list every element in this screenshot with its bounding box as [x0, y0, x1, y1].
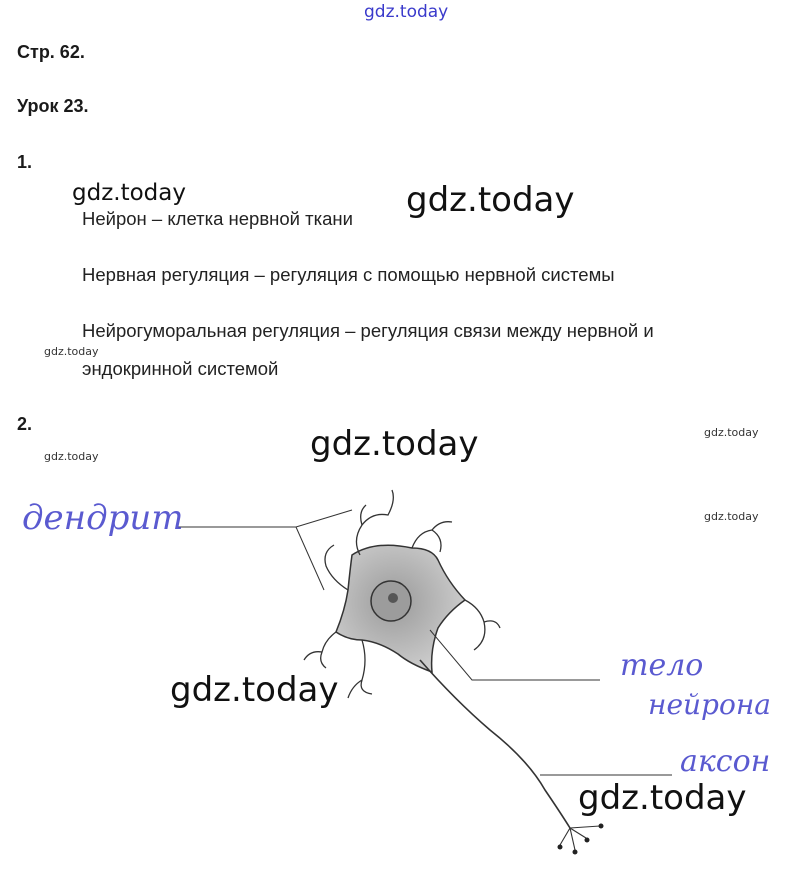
- dendrite: [325, 545, 348, 590]
- dendrite: [361, 640, 372, 694]
- definition-neurohumoral-regulation-line1: Нейрогуморальная регуляция – регуляция связи между нервной и: [82, 320, 654, 341]
- dendrite: [484, 621, 500, 628]
- cell-body-leader-line: [430, 630, 600, 680]
- nucleolus: [388, 593, 398, 603]
- lesson-title: Урок 23.: [17, 96, 89, 116]
- watermark: gdz.today: [406, 180, 575, 220]
- axon: [420, 660, 570, 828]
- definition-neuron: Нейрон – клетка нервной ткани: [82, 208, 353, 229]
- dendrite: [465, 600, 485, 650]
- task-1-number: 1.: [17, 152, 33, 172]
- dendrite: [304, 652, 322, 660]
- watermark: gdz.today: [44, 345, 99, 358]
- label-cell-body-line2: нейрона: [648, 688, 771, 721]
- dendrite: [348, 680, 362, 698]
- axon-terminal: [560, 826, 600, 850]
- dendrite: [321, 632, 336, 668]
- dendrite-leader-line: [178, 510, 352, 590]
- definition-nervous-regulation: Нервная регуляция – регуляция с помощью нервной системы: [82, 264, 615, 285]
- label-dendrite: дендрит: [22, 498, 184, 538]
- watermark-header: gdz.today: [364, 2, 449, 22]
- watermark: gdz.today: [310, 424, 479, 464]
- task-2-number: 2.: [17, 414, 33, 434]
- watermark: gdz.today: [170, 670, 339, 710]
- label-cell-body-line1: тело: [620, 648, 704, 683]
- watermark: gdz.today: [704, 510, 759, 523]
- dendrite: [432, 522, 452, 530]
- label-axon: аксон: [680, 744, 771, 779]
- watermark: gdz.today: [72, 180, 186, 206]
- watermark: gdz.today: [44, 450, 99, 463]
- definition-neurohumoral-regulation-line2: эндокринной системой: [82, 358, 279, 379]
- watermark: gdz.today: [704, 426, 759, 439]
- watermark: gdz.today: [578, 778, 747, 818]
- page-reference: Стр. 62.: [17, 42, 85, 62]
